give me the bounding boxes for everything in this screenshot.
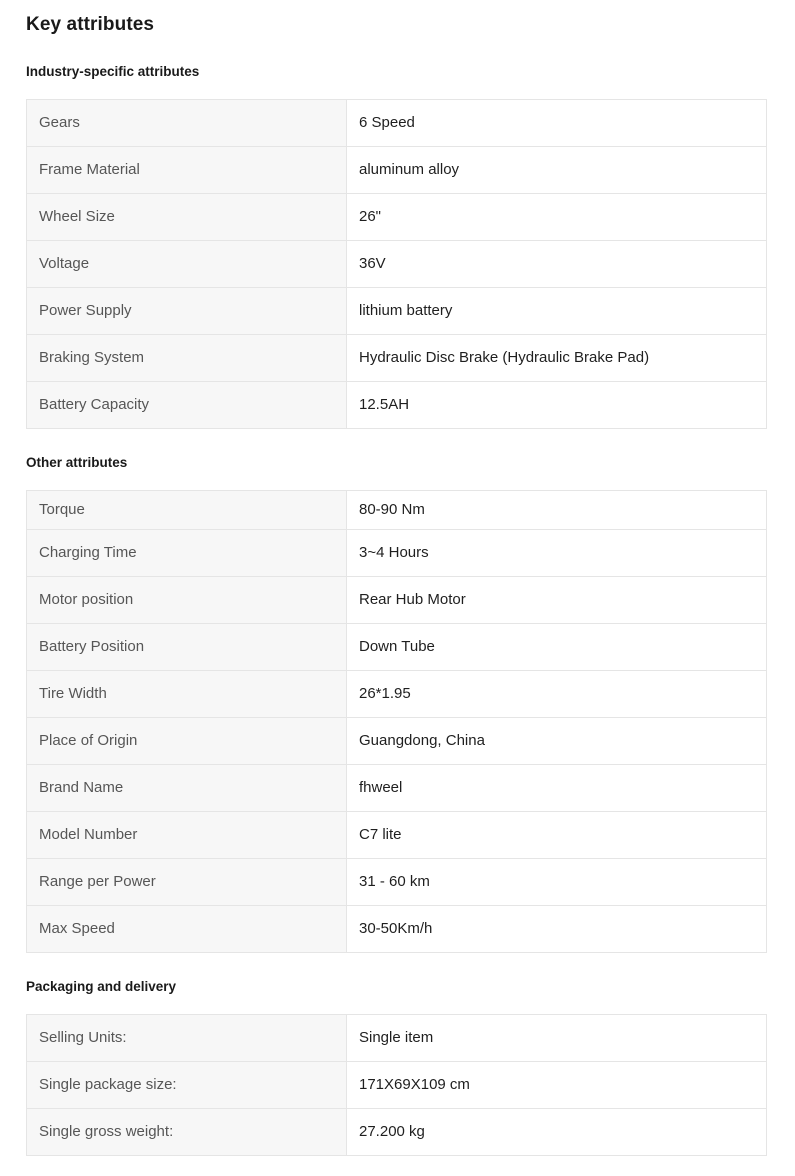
attribute-value: fhweel (347, 765, 767, 812)
attribute-label: Gears (27, 100, 347, 147)
attribute-value: lithium battery (347, 288, 767, 335)
attribute-row (27, 1015, 767, 1062)
attribute-label: Frame Material (27, 147, 347, 194)
attribute-row (27, 624, 767, 671)
attributes-table (26, 1014, 767, 1156)
attribute-value: 171X69X109 cm (347, 1062, 767, 1109)
attribute-value: 27.200 kg (347, 1109, 767, 1156)
attribute-row (27, 718, 767, 765)
attribute-row (27, 859, 767, 906)
section-heading: Packaging and delivery (26, 979, 177, 994)
attribute-row (27, 1062, 767, 1109)
attribute-value: Single item (347, 1015, 767, 1062)
attribute-value: 26" (347, 194, 767, 241)
attribute-row (27, 1109, 767, 1156)
attribute-value: Down Tube (347, 624, 767, 671)
attribute-value: Guangdong, China (347, 718, 767, 765)
attribute-row (27, 906, 767, 953)
section-industry-specific-attributes (26, 63, 766, 429)
attribute-row (27, 100, 767, 147)
attribute-label: Single package size: (27, 1062, 347, 1109)
attribute-label: Single gross weight: (27, 1109, 347, 1156)
attribute-row (27, 382, 767, 429)
attribute-row (27, 288, 767, 335)
attribute-value: 30-50Km/h (347, 906, 767, 953)
attribute-label: Model Number (27, 812, 347, 859)
attribute-value: 80-90 Nm (347, 491, 767, 530)
attribute-label: Brand Name (27, 765, 347, 812)
attribute-label: Range per Power (27, 859, 347, 906)
attribute-row (27, 812, 767, 859)
attribute-label: Battery Capacity (27, 382, 347, 429)
attribute-row (27, 577, 767, 624)
attribute-label: Wheel Size (27, 194, 347, 241)
attribute-value: 36V (347, 241, 767, 288)
attribute-value: Rear Hub Motor (347, 577, 767, 624)
attribute-label: Voltage (27, 241, 347, 288)
attribute-label: Motor position (27, 577, 347, 624)
attribute-value: 12.5AH (347, 382, 767, 429)
attribute-row (27, 765, 767, 812)
attribute-value: 3~4 Hours (347, 530, 767, 577)
section-heading: Industry-specific attributes (26, 64, 200, 79)
attribute-row (27, 491, 767, 530)
attribute-label: Max Speed (27, 906, 347, 953)
attribute-label: Power Supply (27, 288, 347, 335)
section-packaging-and-delivery (26, 978, 766, 1156)
attribute-value: C7 lite (347, 812, 767, 859)
attribute-value: 31 - 60 km (347, 859, 767, 906)
attribute-label: Braking System (27, 335, 347, 382)
attribute-label: Charging Time (27, 530, 347, 577)
attribute-row (27, 671, 767, 718)
attribute-row (27, 530, 767, 577)
attribute-row (27, 147, 767, 194)
attribute-label: Selling Units: (27, 1015, 347, 1062)
attribute-value: 6 Speed (347, 100, 767, 147)
attribute-value: 26*1.95 (347, 671, 767, 718)
attribute-row (27, 194, 767, 241)
attribute-label: Tire Width (27, 671, 347, 718)
attribute-value: Hydraulic Disc Brake (Hydraulic Brake Pad) (347, 335, 767, 382)
page-title: Key attributes (26, 14, 155, 35)
section-other-attributes (26, 454, 766, 953)
attributes-table (26, 99, 767, 429)
section-heading: Other attributes (26, 455, 128, 470)
attributes-table (26, 490, 767, 953)
attribute-value: aluminum alloy (347, 147, 767, 194)
attribute-row (27, 335, 767, 382)
attribute-label: Place of Origin (27, 718, 347, 765)
attribute-label: Torque (27, 491, 347, 530)
attribute-label: Battery Position (27, 624, 347, 671)
attribute-row (27, 241, 767, 288)
